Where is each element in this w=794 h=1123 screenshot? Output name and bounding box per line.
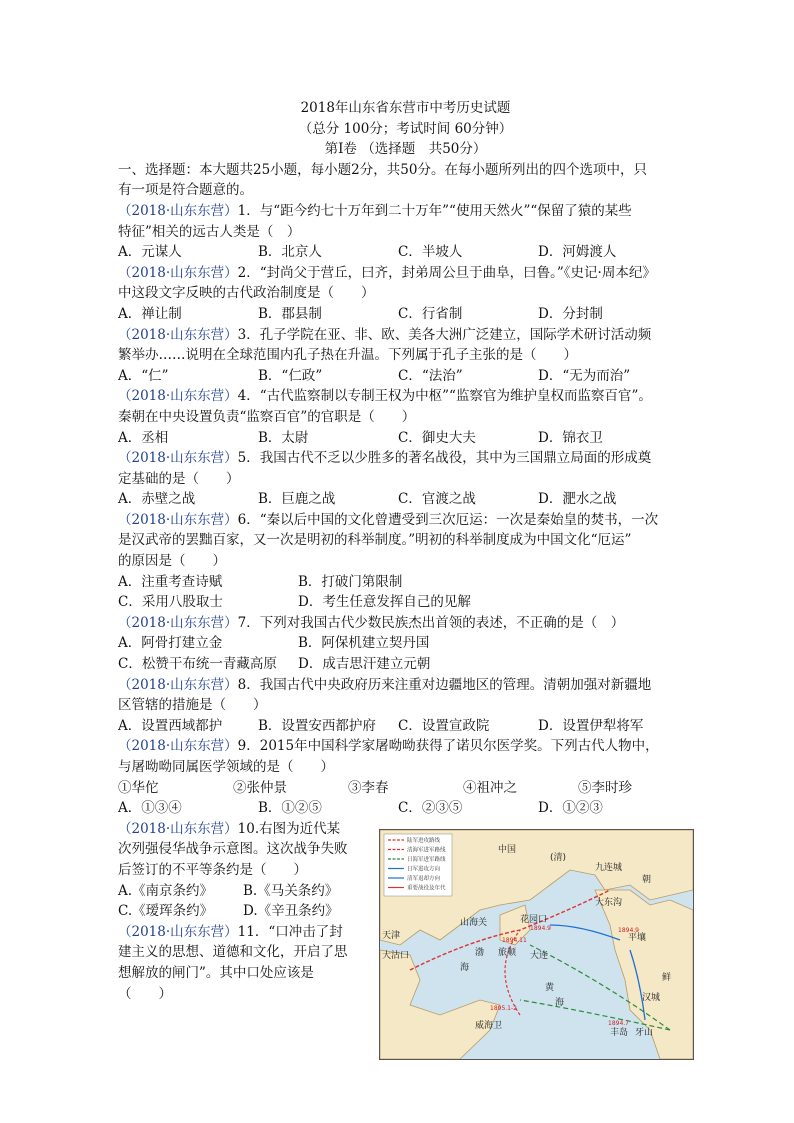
option-row <box>118 901 368 922</box>
question-block <box>118 386 693 448</box>
question-block <box>118 613 693 675</box>
question-text <box>118 819 368 840</box>
answer-option[interactable]: D．分封制 <box>538 305 603 322</box>
map-label: 九连城 <box>595 863 623 873</box>
answer-option[interactable]: B．打破门第限制 <box>298 573 403 590</box>
question-block <box>118 819 368 922</box>
answer-option[interactable]: B.《马关条约》 <box>243 882 339 899</box>
question-text <box>118 407 693 428</box>
answer-option[interactable]: B．巨鹿之战 <box>258 491 336 508</box>
option-row <box>118 778 693 799</box>
instructions-line: 一、选择题：本大题共25小题，每小题2分，共50分。在每小题所列出的四个选项中，只 <box>118 161 647 178</box>
map-label: 海 <box>555 998 565 1008</box>
question-block <box>118 736 693 818</box>
answer-option[interactable]: A．丞相 <box>118 429 169 446</box>
question-text <box>118 510 693 531</box>
answer-option[interactable]: B．设置安西都护府 <box>258 717 376 734</box>
answer-option[interactable]: A．①③④ <box>118 800 182 817</box>
question-source: （2018·山东东营） <box>118 202 238 219</box>
answer-option[interactable]: ③李春 <box>348 779 389 796</box>
legend-label: 日海军进军路线 <box>407 857 446 863</box>
question-text <box>118 963 368 984</box>
map-label: 威海卫 <box>475 1021 503 1031</box>
answer-option[interactable]: B．太尉 <box>258 429 309 446</box>
option-row <box>118 881 368 902</box>
answer-option[interactable]: B．“仁政” <box>258 367 323 384</box>
question-block <box>118 201 693 263</box>
question-line: 后签订的不平等条约是（ ） <box>118 861 307 878</box>
map-label: 1895.1-2 <box>490 1005 517 1012</box>
option-row <box>118 592 693 613</box>
question-text <box>118 860 368 881</box>
question-block <box>118 263 693 325</box>
answer-option[interactable]: B．北京人 <box>258 244 322 261</box>
legend-label: 重要战役及年代 <box>407 885 446 892</box>
question-line: 7．下列对我国古代少数民族杰出首领的表述，不正确的是（ ） <box>237 614 625 631</box>
question-line: 9．2015年中国科学家屠呦呦获得了诺贝尔医学奖。下列古代人物中， <box>237 738 659 755</box>
answer-option[interactable]: C．行省制 <box>398 305 463 322</box>
instructions-line: 有一项是符合题意的。 <box>118 182 253 199</box>
map-label: 山海关 <box>460 918 488 928</box>
question-block <box>118 510 693 613</box>
question-line: 想解放的闸门”。其中口处应该是 <box>118 964 314 981</box>
answer-option[interactable]: C．采用八股取士 <box>118 594 223 611</box>
question-source: （2018·山东东营） <box>118 923 238 940</box>
map-label: 1894.7 <box>608 1020 629 1027</box>
section-title: 第Ⅰ卷 （选择题 共50分） <box>324 141 487 158</box>
question-text <box>118 757 693 778</box>
question-block <box>118 675 693 737</box>
question-line: 8．我国古代中央政府历来注重对边疆地区的管理。清朝加强对新疆地 <box>237 676 652 693</box>
answer-option[interactable]: D．河姆渡人 <box>538 244 617 261</box>
question-line: 与屠呦呦同属医学领域的是（ ） <box>118 759 334 775</box>
map-label: 黄 <box>545 983 555 993</box>
question-line: 特征”相关的远古人类是（ ） <box>118 223 301 240</box>
question-line: 建主义的思想、道德和文化，开启了思 <box>118 944 348 961</box>
map-label: 丰岛 <box>610 1028 629 1038</box>
map-label: 牙山 <box>635 1028 654 1038</box>
answer-option[interactable]: D．考生任意发挥自己的见解 <box>298 594 471 611</box>
map-label: 1894.9 <box>618 927 639 934</box>
map-label: 鲜 <box>662 973 672 983</box>
answer-option[interactable]: C．官渡之战 <box>398 491 476 508</box>
question-line: 次列强侵华战争示意图。这次战争失败 <box>118 841 348 858</box>
option-row <box>118 654 693 675</box>
question-text <box>118 345 693 366</box>
answer-option[interactable]: ⑤李时珍 <box>578 779 632 796</box>
map-label: 旅顺 <box>498 948 517 958</box>
answer-option[interactable]: ②张仲景 <box>233 779 287 796</box>
question-source: （2018·山东东营） <box>118 326 238 343</box>
answer-option[interactable]: D．成吉思汗建立元朝 <box>298 656 431 673</box>
map-label: 汉城 <box>642 993 661 1003</box>
answer-option[interactable]: D．设置伊犁将军 <box>538 717 644 734</box>
question-source: （2018·山东东营） <box>118 511 238 528</box>
legend-label: 陆军进攻路线 <box>407 838 441 844</box>
question-line: 10.右图为近代某 <box>237 820 341 837</box>
question-block <box>118 922 368 1004</box>
question-text <box>118 942 368 963</box>
question-line: 的原因是（ ） <box>118 553 226 570</box>
question-text <box>118 222 693 243</box>
answer-option[interactable]: ④祖冲之 <box>463 779 517 796</box>
question-line: 2．“封尚父于营丘，曰齐，封弟周公旦于曲阜，曰鲁。”《史记·周本纪》 <box>237 264 656 281</box>
question-text <box>118 386 693 407</box>
answer-option[interactable]: D．①②③ <box>538 800 603 817</box>
answer-option[interactable]: A．注重考查诗赋 <box>118 573 223 590</box>
answer-option[interactable]: D．“无为而治” <box>538 367 631 384</box>
answer-option[interactable]: B．①②⑤ <box>258 800 322 817</box>
map-label: 大东沟 <box>595 898 623 908</box>
question-line: 是汉武帝的罢黜百家，又一次是明初的科举制度。”明初的科举制度成为中国文化“厄运” <box>118 532 632 549</box>
answer-option[interactable]: C．②③⑤ <box>398 800 463 817</box>
legend-label: 日军进攻方向 <box>407 866 441 873</box>
war-map-svg <box>380 830 693 1059</box>
question-text <box>118 201 693 222</box>
answer-option[interactable]: A．设置西域都护 <box>118 717 223 734</box>
map-label: 天津 <box>382 931 401 941</box>
option-row <box>118 633 693 654</box>
answer-option[interactable]: A．赤壁之战 <box>118 491 196 508</box>
map-label: 1894.11 <box>502 937 527 944</box>
question-line: 6．“秦以后中国的文化曾遭受到三次厄运：一次是秦始皇的焚书，一次 <box>237 511 659 528</box>
question-text <box>118 922 368 943</box>
answer-option[interactable]: A.《南京条约》 <box>118 882 214 899</box>
question-source: （2018·山东东营） <box>118 388 238 405</box>
question-text <box>118 530 693 551</box>
answer-option[interactable]: A．元谋人 <box>118 244 182 261</box>
question-text <box>118 675 693 696</box>
map-label: 大沽口 <box>382 951 410 961</box>
question-line: 秦朝在中央设置负责“监察百官”的官职是（ ） <box>118 408 416 425</box>
question-text <box>118 839 368 860</box>
map-label: 朝 <box>642 875 652 885</box>
question-line: 3．孔子学院在亚、非、欧、美各大洲广泛建立，国际学术研讨活动频 <box>237 326 652 343</box>
question-text <box>118 325 693 346</box>
question-text <box>118 551 693 572</box>
option-row <box>118 304 693 325</box>
answer-option[interactable]: A．“仁” <box>118 367 169 384</box>
option-row <box>118 572 693 593</box>
question-text <box>118 263 693 284</box>
map-label: 海 <box>460 963 470 973</box>
question-source: （2018·山东东营） <box>118 738 238 755</box>
answer-option[interactable]: A．阿骨打建立金 <box>118 635 223 652</box>
war-map <box>379 829 694 1060</box>
answer-option[interactable]: D．淝水之战 <box>538 491 617 508</box>
question-line: 定基础的是（ ） <box>118 470 240 487</box>
question-line: 繁举办……说明在全球范围内孔子热在升温。下列属于孔子主张的是（ ） <box>118 347 577 364</box>
question-line: 11．“口冲击了封 <box>237 923 343 940</box>
answer-option[interactable]: D．锦衣卫 <box>538 429 603 446</box>
question-line: 区管辖的措施是（ ） <box>118 697 267 714</box>
answer-option[interactable]: C.《瑷珲条约》 <box>118 903 214 920</box>
question-source: （2018·山东东营） <box>118 614 238 631</box>
option-row <box>118 489 693 510</box>
map-label: 渤 <box>475 948 485 958</box>
legend-label: 清军退却方向 <box>407 876 441 882</box>
legend-label: 清海军进军路线 <box>407 847 446 854</box>
question-source: （2018·山东东营） <box>118 264 238 281</box>
option-row <box>118 242 693 263</box>
question-line: 5．我国古代不乏以少胜多的著名战役，其中为三国鼎立局面的形成奠 <box>237 450 652 467</box>
question-text <box>118 448 693 469</box>
answer-option[interactable]: C．半坡人 <box>398 244 463 261</box>
question-text <box>118 469 693 490</box>
question-text <box>118 695 693 716</box>
answer-option[interactable]: D.《辛丑条约》 <box>243 903 339 920</box>
question-line: 4．“古代监察制以专制王权为中枢”“监察官为维护皇权而监察百官”。 <box>237 388 652 405</box>
question-text <box>118 736 693 757</box>
option-row <box>118 798 693 819</box>
answer-option[interactable]: B．郡县制 <box>258 305 322 322</box>
option-row <box>118 428 693 449</box>
exam-title: 2018年山东省东营市中考历史试题 <box>300 100 511 116</box>
answer-option[interactable]: B．阿保机建立契丹国 <box>298 635 430 652</box>
question-source: （2018·山东东营） <box>118 820 238 837</box>
map-label: (清) <box>550 853 567 863</box>
question-source: （2018·山东东营） <box>118 676 238 693</box>
question-block <box>118 325 693 387</box>
exam-subtitle: （总分 100分；考试时间 60分钟） <box>298 120 513 137</box>
map-label: 大连 <box>530 951 549 961</box>
question-line: 中这段文字反映的古代政治制度是（ ） <box>118 285 375 302</box>
answer-option[interactable]: C．“法治” <box>398 367 463 384</box>
question-source: （2018·山东东营） <box>118 450 238 467</box>
map-label: 1894.9 <box>530 925 551 932</box>
question-block <box>118 448 693 510</box>
map-label: 平壤 <box>628 933 647 943</box>
question-text <box>118 283 693 304</box>
option-row <box>118 716 693 737</box>
question-text <box>118 613 693 634</box>
question-text <box>118 984 368 1005</box>
answer-option[interactable]: C．设置宣政院 <box>398 717 490 734</box>
map-label: 花园口 <box>520 915 548 925</box>
question-line: 1．与“距今约七十万年到二十万年”“使用天然火”“保留了猿的某些 <box>237 202 632 219</box>
answer-option[interactable]: ①华佗 <box>118 779 159 796</box>
answer-option[interactable]: C．御史大夫 <box>398 429 476 446</box>
answer-option[interactable]: C．松赞干布统一青藏高原 <box>118 656 277 673</box>
map-label: 中国 <box>498 845 517 855</box>
question-line: （ ） <box>118 985 172 1002</box>
answer-option[interactable]: A．禅让制 <box>118 305 182 322</box>
option-row <box>118 366 693 387</box>
